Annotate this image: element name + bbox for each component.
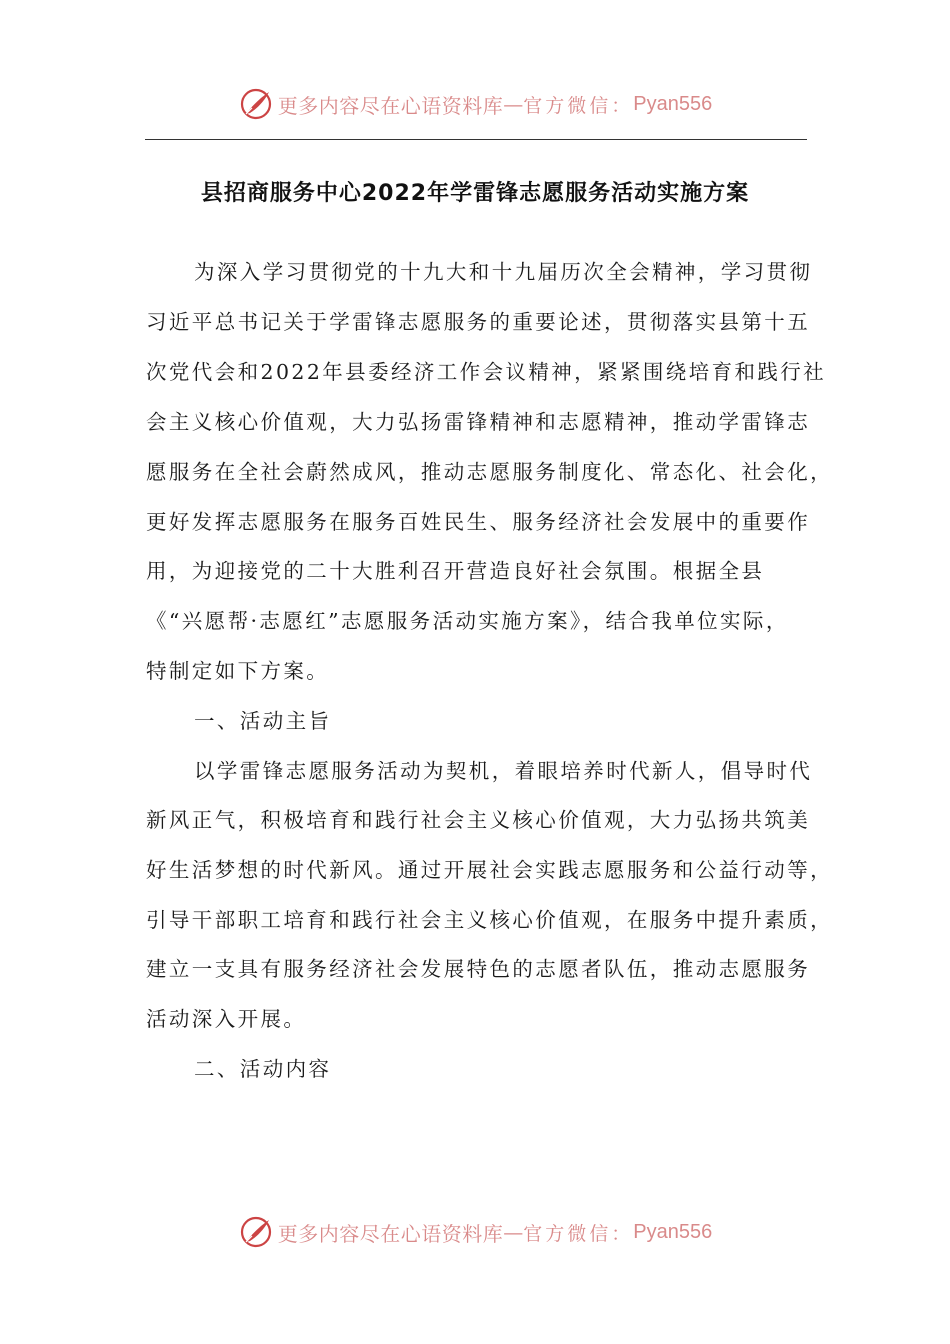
- body-line: 会主义核心价值观，大力弘扬雷锋精神和志愿精神，推动学雷锋志: [146, 410, 811, 434]
- body-line: 更好发挥志愿服务在服务百姓民生、服务经济社会发展中的重要作: [146, 510, 811, 534]
- banner-wechat-label: 官方微信：: [523, 1222, 634, 1245]
- banner-wechat-id: Pyan556: [633, 92, 713, 115]
- body-line: 引导干部职工培育和践行社会主义核心价值观，在服务中提升素质，: [146, 908, 833, 932]
- footer-banner: [0, 1210, 950, 1254]
- banner-wechat-id: Pyan556: [633, 1220, 713, 1243]
- body-line: 建立一支具有服务经济社会发展特色的志愿者队伍，推动志愿服务: [146, 957, 811, 981]
- header-banner: [0, 82, 950, 126]
- banner-wechat-label: 官方微信：: [523, 94, 634, 117]
- banner-main-text: 更多内容尽在心语资料库: [277, 93, 504, 118]
- section-heading: 二、活动内容: [194, 1057, 332, 1081]
- banner-separator: —: [503, 1220, 524, 1244]
- body-line: 好生活梦想的时代新风。通过开展社会实践志愿服务和公益行动等，: [146, 858, 833, 882]
- header-rule: [145, 139, 807, 140]
- body-line: 新风正气，积极培育和践行社会主义核心价值观，大力弘扬共筑美: [146, 808, 811, 832]
- body-line: 为深入学习贯彻党的十九大和十九届历次全会精神，学习贯彻: [194, 260, 813, 284]
- body-line: 《“兴愿帮·志愿红”志愿服务活动实施方案》，结合我单位实际，: [146, 609, 789, 633]
- body-line: 活动深入开展。: [146, 1007, 307, 1031]
- banner-main-text: 更多内容尽在心语资料库: [277, 1221, 504, 1246]
- section-heading: 一、活动主旨: [194, 709, 332, 733]
- document-title: 县招商服务中心2022年学雷锋志愿服务活动实施方案: [200, 181, 750, 206]
- banner-separator: —: [503, 92, 524, 116]
- body-line: 用，为迎接党的二十大胜利召开营造良好社会氛围。根据全县: [146, 559, 765, 583]
- quill-pen-logo-icon: [238, 86, 274, 122]
- body-line: 愿服务在全社会蔚然成风，推动志愿服务制度化、常态化、社会化，: [146, 460, 833, 484]
- body-line: 以学雷锋志愿服务活动为契机，着眼培养时代新人，倡导时代: [194, 759, 813, 783]
- body-line: 次党代会和2022年县委经济工作会议精神，紧紧围绕培育和践行社: [146, 360, 827, 384]
- quill-pen-logo-icon: [238, 1214, 274, 1250]
- body-line: 特制定如下方案。: [146, 659, 330, 683]
- body-line: 习近平总书记关于学雷锋志愿服务的重要论述，贯彻落实县第十五: [146, 310, 811, 334]
